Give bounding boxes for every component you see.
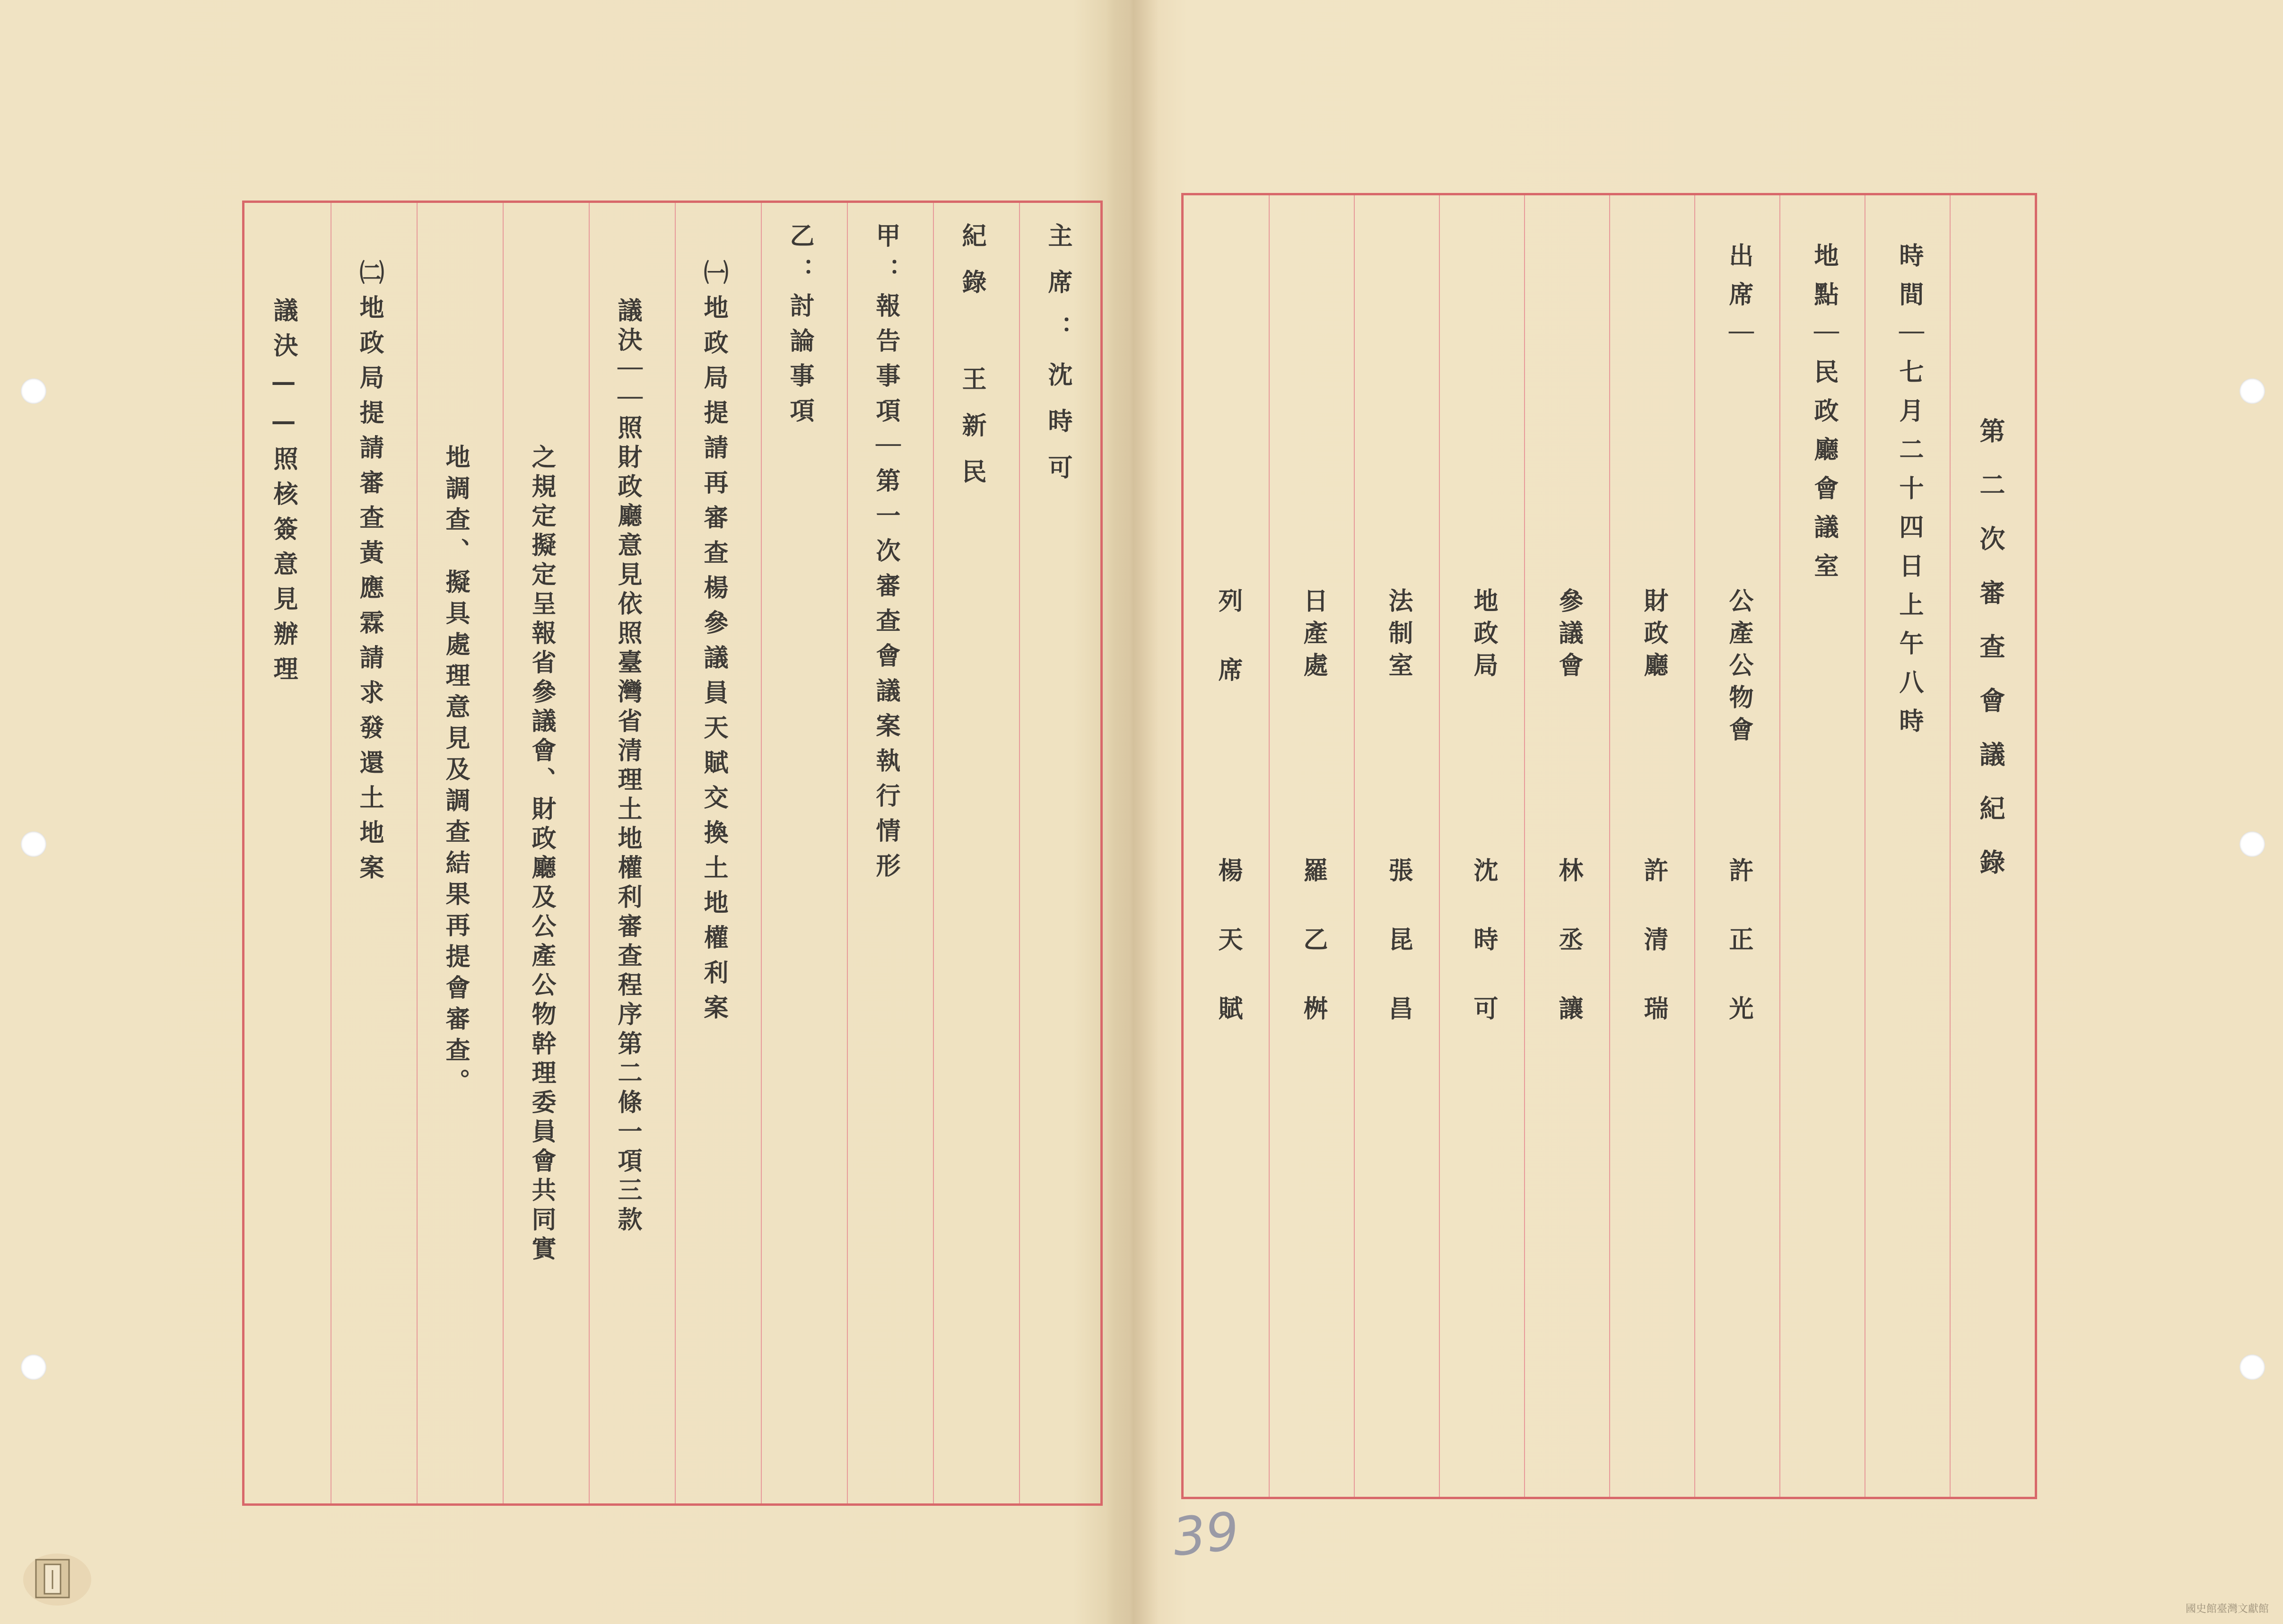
column-rule bbox=[1354, 195, 1355, 1497]
punch-hole bbox=[21, 831, 46, 857]
attendee-org: 法制室 bbox=[1384, 588, 1413, 684]
meeting-location: 地點｜民政廳會議室 bbox=[1810, 243, 1839, 592]
book-spine-shadow bbox=[1107, 0, 1159, 1624]
column-rule bbox=[675, 203, 676, 1503]
punch-hole bbox=[2239, 831, 2265, 857]
attendee-name: 許正光 bbox=[1725, 857, 1753, 1065]
resolution-1-line1: 議決｜｜照財政廳意見依照臺灣省清理土地權利審查程序第二條一項三款 bbox=[613, 297, 642, 1236]
column-rule bbox=[503, 203, 504, 1503]
column-rule bbox=[847, 203, 848, 1503]
resolution-1-line3: 地調查、擬具處理意見及調查結果再提會審查。 bbox=[441, 444, 470, 1100]
resolution-2: 議決——照核簽意見辦理 bbox=[269, 297, 298, 691]
attendee-org: 地政局 bbox=[1469, 588, 1498, 684]
attendee-name: 沈時可 bbox=[1469, 857, 1498, 1065]
column-rule bbox=[761, 203, 762, 1503]
attendee-name: 張昆昌 bbox=[1384, 857, 1413, 1065]
column-rule bbox=[1609, 195, 1610, 1497]
attendee-org: 公產公物會 bbox=[1725, 588, 1753, 749]
meeting-time: 時間｜七月二十四日上午八時 bbox=[1895, 243, 1924, 747]
attendee-name: 許清瑞 bbox=[1639, 857, 1668, 1065]
punch-hole bbox=[21, 1354, 46, 1380]
recorder-line: 紀錄 王新民 bbox=[958, 223, 986, 505]
left-page-frame bbox=[242, 201, 1103, 1506]
column-rule bbox=[933, 203, 934, 1503]
chair-line: 主席：沈時可 bbox=[1044, 223, 1072, 501]
attendee-org: 列席 bbox=[1214, 588, 1243, 726]
attendees-label: 出席｜ bbox=[1725, 243, 1753, 359]
attendee-org: 財政廳 bbox=[1639, 588, 1668, 684]
discussion-items-line: 乙：討論事項 bbox=[785, 223, 814, 433]
document-title: 第二次審查會議紀錄 bbox=[1976, 418, 2006, 903]
page-number: 39 bbox=[1169, 1501, 1242, 1568]
resolution-1-line2: 之規定擬定呈報省參議會、財政廳及公產公物幹理委員會共同實 bbox=[527, 444, 556, 1265]
attendee-name: 林丞讓 bbox=[1554, 857, 1583, 1065]
column-rule bbox=[1779, 195, 1780, 1497]
punch-hole bbox=[2239, 1354, 2265, 1380]
attendee-org: 日產處 bbox=[1299, 588, 1328, 684]
archive-logo-icon bbox=[22, 1546, 93, 1608]
column-rule bbox=[1439, 195, 1440, 1497]
column-rule bbox=[1524, 195, 1525, 1497]
agenda-item-2: ㈡地政局提請審查黃應霖請求發還土地案 bbox=[355, 260, 384, 890]
punch-hole bbox=[21, 378, 46, 404]
column-rule bbox=[1950, 195, 1951, 1497]
column-rule bbox=[1269, 195, 1270, 1497]
report-items-line: 甲：報告事項｜第一次審查會議案執行情形 bbox=[871, 223, 900, 888]
agenda-item-1: ㈠地政局提請再審查楊參議員天賦交換土地權利案 bbox=[699, 260, 728, 1030]
column-rule bbox=[417, 203, 418, 1503]
punch-hole bbox=[2239, 378, 2265, 404]
column-rule bbox=[1694, 195, 1695, 1497]
attendee-name: 楊天賦 bbox=[1214, 857, 1243, 1065]
column-rule bbox=[589, 203, 590, 1503]
right-page-frame bbox=[1181, 193, 2037, 1499]
column-rule bbox=[1019, 203, 1020, 1503]
archive-watermark: 國史館臺灣文獻館 bbox=[2185, 1603, 2269, 1615]
attendee-org: 參議會 bbox=[1554, 588, 1583, 684]
attendee-name: 羅乙桝 bbox=[1299, 857, 1328, 1065]
